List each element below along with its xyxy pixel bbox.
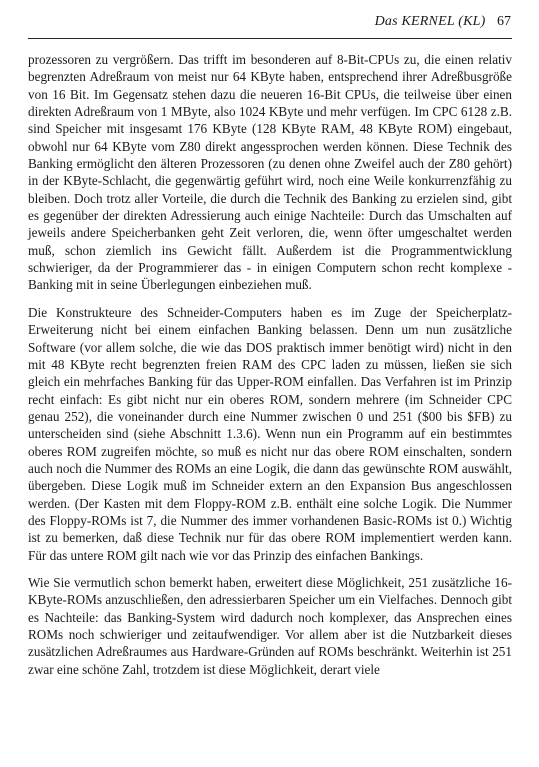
- page-number: 67: [497, 14, 511, 29]
- header-rule: [28, 38, 512, 39]
- chapter-title: Das KERNEL (KL): [374, 14, 486, 29]
- running-header: [375, 14, 511, 30]
- paragraph: prozessoren zu vergrößern. Das trifft im besonderen auf 8-Bit-CPUs zu, die einen relativ begrenzten Adreßraum von meist nur 64 KByte haben, entsprechend ihrer Adreßbusgröße von 16 Bit. Im Gegensatz stehen dazu die neueren 16-Bit CPUs, die teilweise über einen direkten Adreßraum von 1 MByte, also 1024 KByte und mehr verfügen. Im CPC 6128 z.B. sind Speicher mit insgesamt 176 KByte (128 KByte RAM, 48 KByte ROM) eingebaut, obwohl nur 64 KByte vom Z80 direkt angessprochen werden können. Diese Technik des Banking ermöglicht den älteren Prozessoren (zu denen ohne Zweifel auch der Z80 gehört) in der KByte-Schlacht, die gegenwärtig geführt wird, noch eine Weile konkurrenzfähig zu bleiben. Doch trotz aller Vorteile, die durch die Technik des Banking zu erzielen sind, gibt es gegenüber der direkten Adressierung auch einige Nachteile: Durch das Umschalten auf jeweils andere Speicherbanken geht Zeit verloren, die, wenn öfter umgeschaltet werden muß, schon ziemlich ins Gewicht fällt. Außerdem ist die Programmentwicklung schwieriger, da der Programmierer das - in einigen Computern schon recht komplexe - Banking mit in seine Überlegungen einbeziehen muß.: [28, 52, 512, 293]
- paragraph: Wie Sie vermutlich schon bemerkt haben, erweitert diese Möglichkeit, 251 zusätzliche 16-KByte-ROMs anzuschließen, den adressierbaren Speicher um ein Vielfaches. Dennoch gibt es Nachteile: das Banking-System wird dadurch noch komplexer, das Ansprechen eines ROMs noch schwieriger und zeitaufwendiger. Vor allem aber ist die Nutzbarkeit dieses zusätzlichen Adreßraumes aus Hardware-Gründen auf ROMs beschränkt. Weiterhin ist 251 zwar eine schöne Zahl, trotzdem ist diese Möglichkeit, derart viele: [28, 574, 512, 677]
- body-text: [28, 51, 512, 678]
- paragraph: Die Konstrukteure des Schneider-Computers haben es im Zuge der Speicherplatz-Erweiterung nicht bei einem einfachen Banking belassen. Denn um nun zusätzliche Software (vor allem solche, die wie das DOS praktisch immer benötigt wird) nicht in den mit 48 KByte recht begrenzten freien RAM des CPC laden zu müssen, ließen sie sich gleich ein mehrfaches Banking für das Upper-ROM einfallen. Das Verfahren ist im Prinzip recht einfach: Es gibt nicht nur ein oberes ROM, sondern mehrere (im Schneider CPC genau 252), die voneinander durch eine Nummer zwischen 0 und 251 ($00 bis $FB) zu unterscheiden sind (siehe Abschnitt 1.3.6). Wenn nun ein Programm auf ein bestimmtes oberes ROM zugreifen möchte, so muß es nicht nur das obere ROM einschalten, sondern auch noch die Nummer des ROMs an eine Logik, die dann das gewünschte ROM auswählt, übergeben. Diese Logik muß im Schneider extern an den Expansion Bus angeschlossen werden. (Der Kasten mit dem Floppy-ROM z.B. enthält eine solche Logik. Die Nummer des Floppy-ROMs ist 7, die Nummer des immer vorhandenen Basic-ROMs ist 0.) Wichtig ist zu bemerken, daß diese Technik nur für das obere ROM implementiert werden kann. Für das untere ROM gilt nach wie vor das Prinzip des einfachen Bankings.: [28, 304, 512, 563]
